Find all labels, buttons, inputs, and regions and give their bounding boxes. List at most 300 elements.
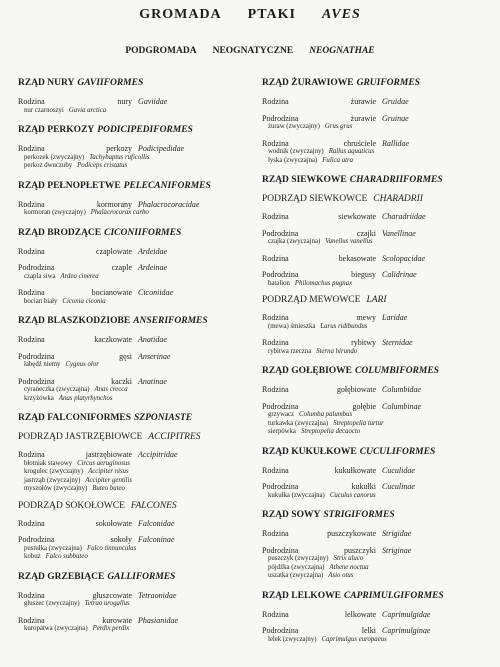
- taxon-row: [262, 229, 492, 239]
- taxon-row: [262, 626, 492, 636]
- taxon-rank: Rodzina: [18, 335, 45, 344]
- taxon-latin-name: Columbinae: [382, 401, 422, 411]
- taxon-latin-name: Columbidae: [382, 385, 422, 394]
- species-row: [18, 107, 254, 116]
- taxon-polish-name: kukułkowate: [334, 465, 376, 475]
- taxon-group: [262, 385, 492, 395]
- taxon-row: [262, 270, 492, 280]
- species-latin-name: Accipiter nisus: [88, 468, 129, 475]
- taxon-polish-name: lelkowate: [344, 609, 376, 619]
- species-row: [262, 420, 492, 429]
- species-row: [262, 411, 492, 420]
- taxon-latin-name: Gruidae: [382, 97, 409, 106]
- species-polish-name: łabędź niemy: [24, 361, 61, 368]
- species-latin-name: Tachybaptus ruficollis: [89, 153, 150, 161]
- order-heading: [262, 366, 492, 376]
- taxon-polish-name: nury: [117, 97, 132, 106]
- order-section: [18, 181, 254, 218]
- order-name: RZĄD BRODZĄCE: [18, 227, 102, 238]
- species-polish-name: grzywacz: [268, 411, 295, 418]
- taxon-row: [18, 288, 254, 298]
- taxon-polish-name: kukułki: [351, 482, 376, 491]
- species-polish-name: żuraw (zwyczajny): [268, 123, 320, 130]
- species-polish-name: błotniak stawowy: [24, 459, 73, 467]
- taxon-polish-name: biegusy: [351, 270, 376, 279]
- species-row: [18, 625, 254, 634]
- species-polish-name: krogulec (zwyczajny): [24, 468, 84, 475]
- suborder-latin-name: LARI: [366, 295, 387, 305]
- left-column: [18, 78, 254, 644]
- order-section: [18, 78, 254, 115]
- taxon-polish-name: głuszcowate: [92, 590, 132, 600]
- suborder-name: PODRZĄD JASTRZĘBIOWCE: [18, 432, 143, 442]
- species-polish-name: perkozek (zwyczajny): [24, 153, 85, 161]
- species-polish-name: krzyżówka: [24, 394, 54, 402]
- taxon-group: [262, 270, 492, 288]
- taxon-row: [262, 212, 492, 222]
- taxon-polish-name: siewkowate: [338, 212, 376, 221]
- taxon-row: [18, 377, 254, 387]
- species-latin-name: Ardea cinerea: [60, 272, 99, 280]
- order-latin-name: STRIGIFORMES: [323, 510, 395, 520]
- taxon-latin-name: Vanellinae: [382, 228, 416, 238]
- species-polish-name: puszczyk (zwyczajny): [268, 555, 329, 562]
- taxon-latin-name: Cuculinae: [382, 482, 415, 491]
- species-polish-name: cyraneczka (zwyczajna): [24, 386, 90, 393]
- order-name: RZĄD PERKOZY: [18, 125, 95, 135]
- taxon-latin-name: Cuculidae: [382, 465, 415, 475]
- taxon-rank: Podrodzina: [18, 535, 55, 544]
- taxon-row: [262, 529, 492, 539]
- taxon-row: [18, 535, 254, 545]
- taxon-latin-name: Rallidae: [382, 138, 410, 148]
- species-latin-name: Ciconia ciconia: [62, 297, 106, 305]
- order-heading: [262, 175, 492, 185]
- species-row: [18, 361, 254, 370]
- taxon-row: [262, 385, 492, 395]
- suborder-latin-name: FALCONES: [130, 500, 177, 511]
- taxon-polish-name: gęsi: [119, 351, 132, 361]
- taxon-row: [262, 254, 492, 264]
- taxon-polish-name: żurawie: [350, 113, 376, 123]
- page-title: [0, 7, 500, 23]
- taxon-polish-name: puszczyki: [344, 545, 376, 555]
- taxon-group: [18, 535, 254, 562]
- taxon-group: [18, 247, 254, 257]
- order-heading: [18, 228, 254, 238]
- species-polish-name: nur czarnoszyi: [24, 106, 64, 114]
- taxon-row: [18, 247, 254, 257]
- species-latin-name: Anas platyrhynchos: [58, 394, 113, 402]
- species-polish-name: głuszec (zwyczajny): [24, 600, 80, 607]
- species-row: [262, 492, 492, 501]
- taxon-row: [18, 616, 254, 626]
- taxon-group: [262, 97, 492, 107]
- taxon-group: [18, 144, 254, 171]
- title-word-1: GROMADA: [139, 7, 222, 22]
- order-section: [262, 591, 492, 645]
- order-name: RZĄD GOŁĘBIOWE: [262, 366, 353, 376]
- taxon-latin-name: Tetraonidae: [138, 590, 177, 600]
- species-latin-name: Phalacrocorax carbo: [90, 209, 149, 216]
- species-row: [262, 157, 492, 166]
- order-section: [18, 125, 254, 171]
- order-section: [18, 228, 254, 307]
- species-row: [18, 600, 254, 609]
- taxon-latin-name: Calidrinae: [382, 270, 417, 279]
- species-row: [262, 148, 492, 157]
- taxon-group: [18, 97, 254, 115]
- taxon-rank: Rodzina: [262, 97, 289, 106]
- taxon-group: [262, 313, 492, 331]
- subtitle-word-2: NEOGNATYCZNE: [212, 46, 294, 56]
- species-polish-name: myszołów (zwyczajny): [24, 485, 88, 492]
- taxon-polish-name: mewy: [356, 313, 376, 322]
- species-polish-name: kukułka (zwyczajna): [268, 491, 325, 499]
- subtitle-latin: NEOGNATHAE: [309, 46, 375, 56]
- species-polish-name: rybitwa rzeczna: [268, 347, 312, 355]
- taxon-group: [18, 377, 254, 404]
- taxon-row: [18, 591, 254, 601]
- order-latin-name: SZPONIASTE: [134, 413, 193, 423]
- species-latin-name: Tetrao urogallus: [84, 600, 130, 607]
- suborder-name: PODRZĄD MEWOWCE: [262, 295, 361, 305]
- order-section: [262, 175, 492, 356]
- species-latin-name: Gavia arctica: [68, 106, 107, 114]
- taxon-polish-name: bocianowate: [91, 288, 132, 297]
- order-heading: [18, 413, 254, 423]
- order-name: RZĄD FALCONIFORMES: [18, 413, 132, 423]
- taxon-group: [262, 254, 492, 264]
- taxon-rank: Podrodzina: [18, 376, 55, 386]
- taxon-polish-name: sokołowate: [95, 518, 132, 528]
- taxon-latin-name: Podicipedidae: [138, 144, 185, 153]
- taxon-polish-name: kormorany: [96, 199, 132, 209]
- taxon-row: [18, 519, 254, 529]
- order-latin-name: ANSERIFORMES: [133, 316, 208, 326]
- taxon-rank: Podrodzina: [262, 626, 299, 635]
- species-row: [18, 485, 254, 494]
- suborder-name: PODRZĄD SIEWKOWCE: [262, 194, 368, 204]
- order-heading: [18, 181, 254, 191]
- order-latin-name: PELECANIFORMES: [123, 180, 211, 191]
- taxon-polish-name: gołębie: [352, 401, 376, 411]
- taxon-group: [262, 139, 492, 166]
- species-polish-name: czapla siwa: [24, 272, 56, 280]
- taxon-latin-name: Anatidae: [138, 335, 167, 344]
- taxon-row: [262, 97, 492, 107]
- species-polish-name: uszatka (zwyczajna): [268, 572, 324, 579]
- species-polish-name: bocian biały: [24, 297, 58, 305]
- species-row: [262, 428, 492, 437]
- taxon-group: [18, 591, 254, 609]
- suborder-heading: [262, 194, 492, 204]
- order-latin-name: COLUMBIFORMES: [355, 366, 439, 376]
- species-row: [262, 636, 492, 645]
- taxon-group: [18, 288, 254, 306]
- taxon-group: [262, 610, 492, 620]
- taxon-polish-name: czaple: [111, 263, 132, 272]
- taxon-rank: Rodzina: [18, 450, 45, 459]
- taxon-rank: Rodzina: [18, 518, 45, 528]
- species-row: [262, 323, 492, 332]
- order-name: RZĄD KUKUŁKOWE: [262, 446, 357, 457]
- suborder-heading: [18, 501, 254, 511]
- suborder-latin-name: CHARADRII: [373, 194, 423, 204]
- taxon-latin-name: Charadriidae: [382, 212, 426, 221]
- species-polish-name: kormoran (zwyczajny): [24, 209, 86, 216]
- species-latin-name: Cygnus olor: [65, 361, 99, 368]
- species-latin-name: Asio otus: [328, 572, 354, 579]
- species-polish-name: wodnik (zwyczajny): [268, 148, 324, 155]
- taxon-polish-name: perkozy: [106, 144, 132, 153]
- species-latin-name: Anas crecca: [94, 386, 128, 393]
- taxon-row: [18, 352, 254, 362]
- taxon-latin-name: Caprimulginae: [382, 626, 431, 635]
- taxon-row: [262, 402, 492, 412]
- species-polish-name: pustułka (zwyczajna): [24, 544, 82, 552]
- species-row: [18, 468, 254, 477]
- taxon-rank: Rodzina: [262, 465, 289, 475]
- species-latin-name: Grus grus: [324, 123, 353, 130]
- taxon-polish-name: puszczykowate: [327, 529, 376, 538]
- species-row: [18, 162, 254, 171]
- order-latin-name: CHARADRIIFORMES: [349, 175, 443, 185]
- taxon-polish-name: kaczki: [111, 376, 132, 386]
- taxon-group: [262, 212, 492, 222]
- species-row: [18, 298, 254, 307]
- taxon-polish-name: jastrzębiowate: [85, 450, 132, 459]
- species-latin-name: Streptopelia decaocto: [300, 428, 361, 435]
- taxon-rank: Podrodzina: [262, 228, 299, 238]
- subtitle-word-1: PODGROMADA: [125, 46, 197, 56]
- taxon-rank: Rodzina: [18, 288, 45, 297]
- order-latin-name: CAPRIMULGIFORMES: [343, 590, 444, 601]
- taxon-latin-name: Laridae: [382, 313, 408, 322]
- order-heading: [18, 78, 254, 88]
- taxon-row: [262, 610, 492, 620]
- taxon-polish-name: kurowate: [102, 615, 132, 625]
- taxon-rank: Rodzina: [262, 253, 289, 263]
- taxon-latin-name: Ciconiidae: [138, 288, 174, 297]
- taxon-row: [262, 114, 492, 124]
- species-polish-name: czajka (zwyczajna): [268, 238, 321, 245]
- taxon-row: [262, 466, 492, 476]
- species-row: [18, 209, 254, 218]
- taxon-row: [262, 338, 492, 348]
- species-latin-name: Circus aeruginosus: [77, 459, 130, 467]
- species-latin-name: Accipiter gentilis: [85, 476, 133, 484]
- species-latin-name: Falco tinnunculus: [86, 544, 137, 552]
- species-row: [18, 553, 254, 562]
- taxon-group: [18, 519, 254, 529]
- taxon-rank: Rodzina: [18, 615, 45, 625]
- order-heading: [18, 572, 254, 582]
- species-latin-name: Falco subbuteo: [45, 553, 88, 560]
- order-section: [18, 572, 254, 634]
- order-latin-name: CICONIIFORMES: [104, 227, 182, 238]
- taxon-group: [262, 229, 492, 247]
- species-row: [18, 386, 254, 395]
- taxon-rank: Podrodzina: [262, 113, 299, 123]
- taxon-rank: Podrodzina: [262, 270, 299, 279]
- taxon-row: [18, 144, 254, 154]
- taxon-rank: Podrodzina: [18, 351, 55, 361]
- species-latin-name: Rallus aquaticus: [328, 148, 375, 155]
- order-heading: [262, 591, 492, 601]
- taxon-group: [18, 450, 254, 494]
- taxon-latin-name: Gaviidae: [138, 97, 168, 106]
- taxon-latin-name: Striginae: [382, 545, 412, 555]
- taxon-row: [18, 200, 254, 210]
- taxon-polish-name: żurawie: [350, 97, 376, 106]
- taxon-polish-name: bekasowate: [338, 253, 376, 263]
- suborder-name: PODRZĄD SOKOŁOWCE: [18, 500, 125, 511]
- species-polish-name: (mewa) śmieszka: [268, 322, 316, 330]
- taxon-group: [18, 352, 254, 370]
- species-row: [262, 572, 492, 581]
- species-polish-name: jastrząb (zwyczajny): [24, 476, 81, 484]
- taxon-row: [262, 313, 492, 323]
- taxon-row: [18, 450, 254, 460]
- species-row: [262, 348, 492, 357]
- taxon-group: [262, 402, 492, 437]
- taxon-rank: Rodzina: [262, 138, 289, 148]
- order-section: [262, 447, 492, 501]
- species-row: [262, 238, 492, 247]
- species-polish-name: łyska (zwyczajna): [268, 156, 318, 164]
- taxon-group: [262, 114, 492, 132]
- order-section: [18, 316, 254, 403]
- taxon-polish-name: czajki: [356, 228, 376, 238]
- species-latin-name: Streptopelia turtur: [333, 419, 384, 427]
- order-name: RZĄD BLASZKODZIOBE: [18, 316, 131, 326]
- taxon-polish-name: sokoły: [110, 535, 132, 544]
- taxon-row: [262, 546, 492, 556]
- taxon-latin-name: Gruinae: [382, 113, 409, 123]
- taxon-rank: Rodzina: [18, 199, 45, 209]
- taxon-group: [18, 263, 254, 281]
- order-name: RZĄD NURY: [18, 78, 75, 88]
- taxon-rank: Rodzina: [262, 313, 289, 322]
- taxon-latin-name: Anserinae: [138, 351, 171, 361]
- species-latin-name: Vanellus vanellus: [325, 238, 373, 245]
- page-subtitle: [0, 46, 500, 56]
- taxon-group: [262, 466, 492, 476]
- taxon-rank: Podrodzina: [262, 401, 299, 411]
- order-latin-name: PODICIPEDIFORMES: [97, 125, 193, 135]
- order-heading: [262, 510, 492, 520]
- title-word-2: PTAKI: [247, 7, 296, 22]
- species-latin-name: Strix aluco: [333, 555, 364, 562]
- order-latin-name: GALLIFORMES: [107, 571, 176, 582]
- species-polish-name: kobuz: [24, 553, 41, 560]
- taxon-row: [262, 482, 492, 492]
- species-latin-name: Larus ridibundus: [320, 322, 368, 330]
- taxon-latin-name: Anatinae: [138, 376, 167, 386]
- taxon-polish-name: chruściele: [343, 138, 376, 148]
- taxon-rank: Rodzina: [262, 212, 289, 221]
- taxon-row: [18, 263, 254, 273]
- order-heading: [18, 125, 254, 135]
- taxon-latin-name: Caprimulgidae: [382, 609, 431, 619]
- order-name: RZĄD ŻURAWIOWE: [262, 78, 354, 88]
- species-row: [18, 154, 254, 163]
- order-name: RZĄD SIEWKOWE: [262, 175, 347, 185]
- suborder-heading: [18, 432, 254, 442]
- species-polish-name: kuropatwa (zwyczajna): [24, 625, 88, 632]
- taxon-latin-name: Falconinae: [138, 535, 175, 544]
- species-row: [262, 555, 492, 564]
- order-section: [262, 366, 492, 437]
- order-latin-name: GAVIIFORMES: [77, 78, 144, 88]
- species-row: [18, 460, 254, 469]
- taxon-row: [18, 97, 254, 107]
- taxon-polish-name: czaplowate: [96, 246, 132, 256]
- species-latin-name: Philomachus pugnax: [294, 279, 353, 287]
- taxon-group: [18, 200, 254, 218]
- taxon-group: [262, 546, 492, 581]
- species-polish-name: sierpówka: [268, 428, 296, 435]
- taxon-polish-name: lelki: [361, 626, 376, 635]
- taxon-polish-name: kaczkowate: [94, 335, 132, 344]
- species-polish-name: batalion: [268, 279, 290, 287]
- taxon-rank: Rodzina: [262, 529, 289, 538]
- species-latin-name: Columba palumbus: [299, 411, 353, 418]
- species-latin-name: Buteo buteo: [92, 485, 125, 492]
- order-section: [18, 413, 254, 562]
- taxon-rank: Rodzina: [18, 144, 45, 153]
- suborder-latin-name: ACCIPITRES: [148, 432, 201, 442]
- order-latin-name: CUCULIFORMES: [359, 446, 436, 457]
- taxon-latin-name: Sternidae: [382, 338, 413, 347]
- taxon-rank: Rodzina: [18, 246, 45, 256]
- taxon-group: [18, 616, 254, 634]
- title-latin: AVES: [321, 7, 361, 22]
- taxon-rank: Rodzina: [18, 97, 45, 106]
- species-row: [262, 123, 492, 132]
- taxon-group: [262, 338, 492, 356]
- taxon-group: [262, 482, 492, 500]
- taxon-row: [18, 335, 254, 345]
- taxon-row: [262, 139, 492, 149]
- taxon-group: [18, 335, 254, 345]
- taxon-group: [262, 529, 492, 539]
- taxon-rank: Podrodzina: [262, 545, 299, 555]
- taxon-rank: Rodzina: [262, 338, 289, 347]
- species-latin-name: Sterna hirundo: [316, 347, 358, 355]
- taxon-rank: Podrodzina: [18, 263, 55, 272]
- species-row: [262, 280, 492, 289]
- taxon-latin-name: Falconidae: [138, 518, 175, 528]
- species-latin-name: Podiceps cristatus: [77, 162, 128, 169]
- species-latin-name: Perdix perdix: [92, 625, 130, 632]
- order-heading: [18, 316, 254, 326]
- taxon-polish-name: gołębiowate: [336, 385, 376, 394]
- order-latin-name: GRUIFORMES: [356, 78, 420, 88]
- suborder-heading: [262, 295, 492, 305]
- taxon-latin-name: Ardeinae: [138, 263, 168, 272]
- species-latin-name: Athene noctua: [329, 563, 369, 571]
- taxon-latin-name: Accipitridae: [138, 450, 178, 459]
- order-name: RZĄD SOWY: [262, 510, 321, 520]
- taxon-rank: Rodzina: [262, 385, 289, 394]
- species-polish-name: pójdźka (zwyczajna): [268, 563, 325, 571]
- species-polish-name: lelek (zwyczajny): [268, 635, 317, 643]
- species-row: [18, 395, 254, 404]
- taxon-latin-name: Strigidae: [382, 529, 412, 538]
- species-latin-name: Fulica atra: [322, 156, 354, 164]
